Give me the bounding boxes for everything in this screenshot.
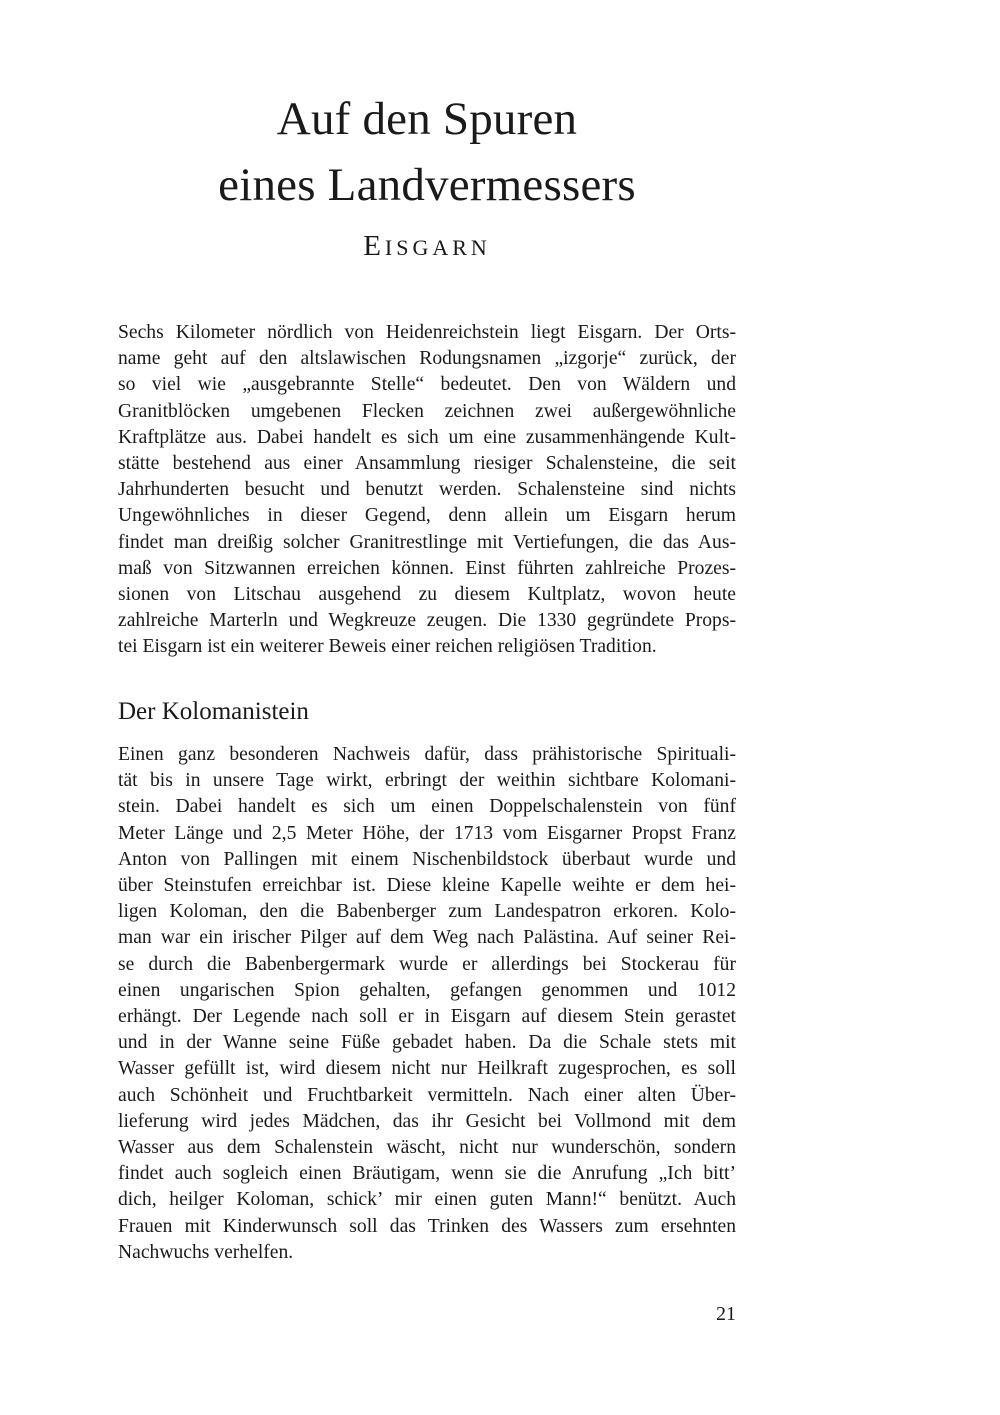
text-line: Frauen mit Kinderwunsch soll das Trinken des Wassers zum ersehnten (118, 1215, 736, 1237)
text-line: man war ein irischer Pilger auf dem Weg nach Palästina. Auf seiner Rei- (118, 927, 736, 949)
text-line: erhängt. Der Legende nach soll er in Eisgarn auf diesem Stein gerastet (118, 1006, 736, 1028)
text-line: Nachwuchs verhelfen. (118, 1241, 294, 1263)
text-line: Jahrhunderten besucht und benutzt werden. Schalensteine sind nichts (118, 479, 736, 501)
text-line: tät bis in unsere Tage wirkt, erbringt der weithin sichtbare Kolomani- (118, 770, 736, 792)
text-line: stätte bestehend aus einer Ansammlung riesiger Schalensteine, die seit (118, 453, 736, 475)
text-line: Einen ganz besonderen Nachweis dafür, dass prähistorische Spirituali- (118, 744, 736, 765)
text-line: Granitblöcken umgebenen Flecken zeichnen zwei außergewöhnliche (118, 400, 736, 422)
text-line: so viel wie „ausgebrannte Stelle“ bedeutet. Den von Wäldern und (118, 374, 736, 396)
subtitle-initial: E (363, 230, 385, 262)
text-line: findet auch sogleich einen Bräutigam, wenn sie die Anrufung „Ich bitt’ (118, 1163, 736, 1185)
text-line: ligen Koloman, den die Babenberger zum Landespatron erkoren. Kolo- (118, 901, 736, 923)
text-line: zahlreiche Marterln und Wegkreuze zeugen. Die 1330 gegründete Props- (118, 610, 736, 632)
text-line: einen ungarischen Spion gehalten, gefangen genommen und 1012 (118, 979, 736, 1001)
section-heading: Der Kolomanistein (118, 698, 309, 725)
chapter-title (118, 86, 736, 218)
text-line: Kraftplätze aus. Dabei handelt es sich um eine zusammenhängende Kult- (118, 426, 736, 448)
paragraph-kolomanistein (118, 742, 736, 1266)
text-line: Wasser gefüllt ist, wird diesem nicht nur Heilkraft zugesprochen, es soll (118, 1058, 736, 1080)
text-line: se durch die Babenbergermark wurde er allerdings bei Stockerau für (118, 953, 736, 975)
paragraph-intro (118, 320, 736, 661)
text-line: über Steinstufen erreichbar ist. Diese kleine Kapelle weihte er dem hei- (118, 875, 736, 897)
text-line: stein. Dabei handelt es sich um einen Doppelschalenstein von fünf (118, 796, 736, 818)
text-line: Meter Länge und 2,5 Meter Höhe, der 1713 vom Eisgarner Propst Franz (118, 822, 736, 844)
text-line: Sechs Kilometer nördlich von Heidenreichstein liegt Eisgarn. Der Orts- (118, 322, 736, 343)
text-line: auch Schönheit und Fruchtbarkeit vermitteln. Nach einer alten Über- (118, 1084, 736, 1106)
text-line: lieferung wird jedes Mädchen, das ihr Gesicht bei Vollmond mit dem (118, 1110, 736, 1132)
text-line: Anton von Pallingen mit einem Nischenbildstock überbaut wurde und (118, 848, 736, 870)
text-line: sionen von Litschau ausgehend zu diesem Kultplatz, wovon heute (118, 584, 736, 606)
text-line: findet man dreißig solcher Granitrestlinge mit Vertiefungen, die das Aus- (118, 531, 736, 553)
text-line: name geht auf den altslawischen Rodungsnamen „izgorje“ zurück, der (118, 348, 736, 370)
chapter-subtitle (118, 230, 736, 263)
chapter-title-line-2: eines Landvermessers (218, 159, 636, 211)
text-line: tei Eisgarn ist ein weiterer Beweis einer reichen religiösen Tradition. (118, 636, 657, 658)
text-line: dich, heilger Koloman, schick’ mir einen guten Mann!“ benützt. Auch (118, 1189, 736, 1211)
text-line: maß von Sitzwannen erreichen können. Einst führten zahlreiche Prozes- (118, 557, 736, 579)
chapter-title-line-1: Auf den Spuren (276, 93, 578, 145)
text-line: und in der Wanne seine Füße gebadet haben. Da die Schale stets mit (118, 1032, 736, 1054)
text-line: Wasser aus dem Schalenstein wäscht, nicht nur wunderschön, sondern (118, 1137, 736, 1159)
subtitle-rest: ISGARN (384, 235, 491, 260)
text-line: Ungewöhnliches in dieser Gegend, denn allein um Eisgarn herum (118, 505, 736, 527)
page-number: 21 (716, 1303, 736, 1325)
